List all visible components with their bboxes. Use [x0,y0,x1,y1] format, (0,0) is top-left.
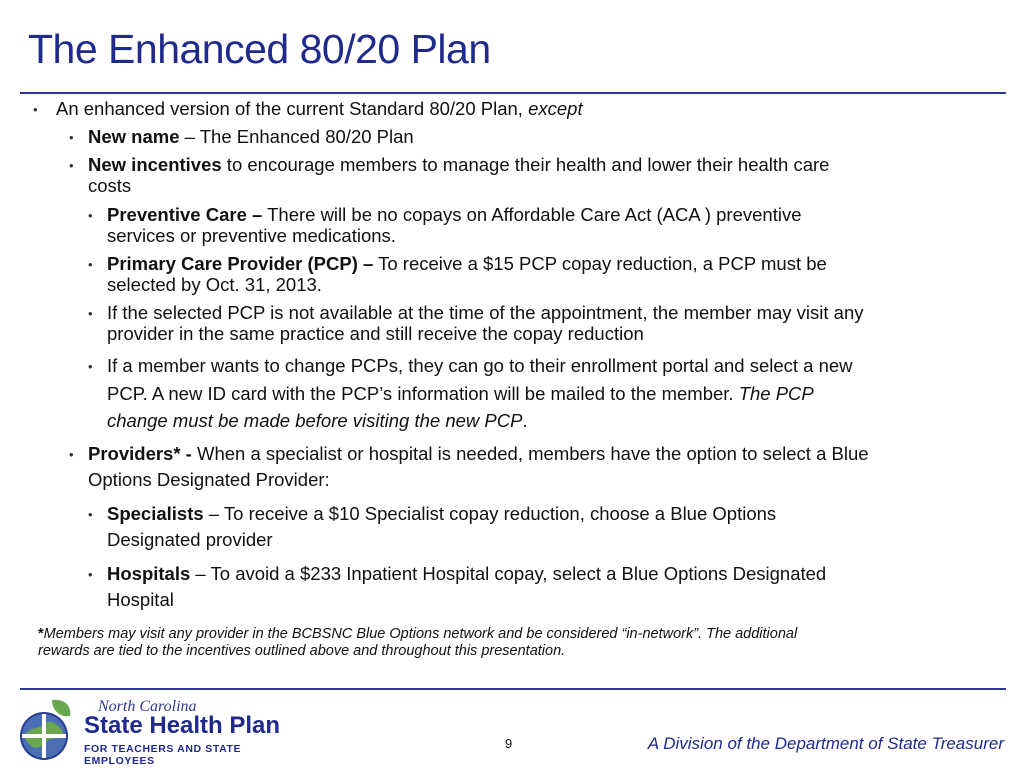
page-number: 9 [505,736,513,751]
logo-subtitle: FOR TEACHERS AND STATE EMPLOYEES [84,743,242,767]
list-item-continuation: Hospital [107,589,174,610]
bullet-dot: • [88,359,93,374]
logo-north-carolina: North Carolina [98,698,197,715]
bullet-dot: • [88,208,93,223]
bullet-dot: • [88,257,93,272]
state-health-plan-logo [14,696,294,767]
list-item-continuation: change must be made before visiting the new PCP. [107,410,528,431]
list-item-continuation: selected by Oct. 31, 2013. [107,274,322,295]
list-item-continuation: Designated provider [107,529,273,550]
division-tagline: A Division of the Department of State Treasurer [647,734,1004,753]
list-item: New name – The Enhanced 80/20 Plan [88,126,414,147]
list-item: An enhanced version of the current Standard 80/20 Plan, except [56,98,583,119]
list-item: New incentives to encourage members to manage their health and lower their health care [88,154,830,175]
list-item: Preventive Care – There will be no copays on Affordable Care Act (ACA ) preventive [107,204,802,225]
list-item: If a member wants to change PCPs, they can go to their enrollment portal and select a new [107,355,853,376]
list-item: Hospitals – To avoid a $233 Inpatient Hospital copay, select a Blue Options Designated [107,563,827,584]
list-item-continuation: provider in the same practice and still receive the copay reduction [107,323,644,344]
list-item: If the selected PCP is not available at the time of the appointment, the member may visit any [107,302,864,323]
list-item-continuation: Options Designated Provider: [88,469,330,490]
list-item-continuation: PCP. A new ID card with the PCP’s information will be mailed to the member. The PCP [107,383,814,404]
bullet-dot: • [69,447,74,462]
bullet-dot: • [33,102,38,117]
list-item: Specialists – To receive a $10 Specialist copay reduction, choose a Blue Options [107,503,777,524]
globe-leaf-icon [14,696,78,762]
bullet-dot: • [88,507,93,522]
logo-state-health-plan: State Health Plan [84,712,281,739]
list-item-continuation: costs [88,175,132,196]
bullet-dot: • [88,567,93,582]
slide-title: The Enhanced 80/20 Plan [28,26,491,72]
title-divider [20,92,1006,94]
footnote: *Members may visit any provider in the BCBSNC Blue Options network and be considered “in-network”. The additional rewards are tied to the incentives outlined above and throughout this presentation. [38,626,798,659]
bullet-dot: • [69,130,74,145]
list-item-continuation: services or preventive medications. [107,225,396,246]
bullet-dot: • [69,158,74,173]
footer-divider [20,688,1006,690]
list-item: Primary Care Provider (PCP) – To receive a $15 PCP copay reduction, a PCP must be [107,253,827,274]
list-item: Providers* - When a specialist or hospital is needed, members have the option to select a Blue [88,443,869,464]
bullet-dot: • [88,306,93,321]
